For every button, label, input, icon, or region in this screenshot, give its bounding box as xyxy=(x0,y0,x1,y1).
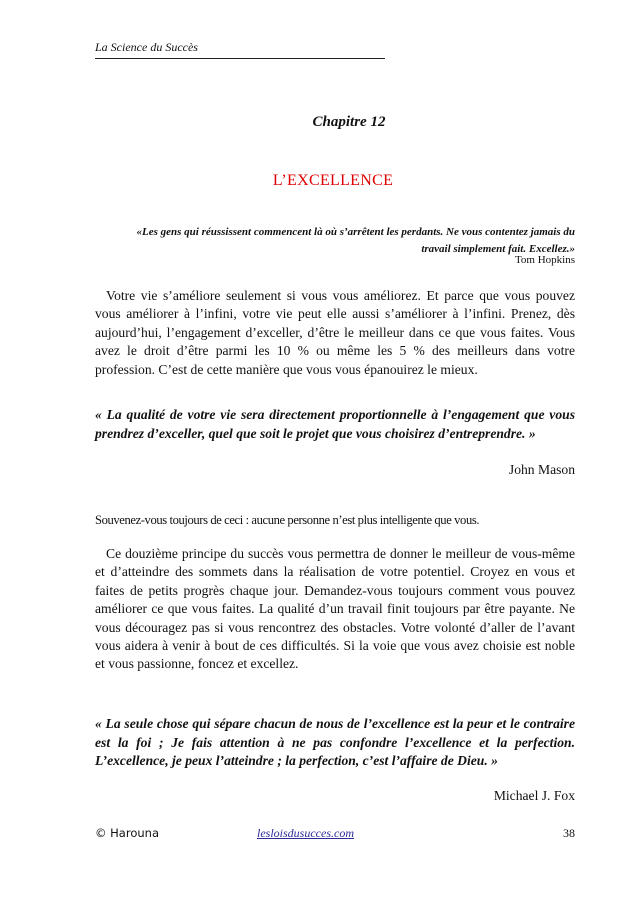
body-paragraph-2: Ce douzième principe du succès vous permettra de donner le meilleur de vous-même et d’atteindre des sommets dans la réalisation de votre potentiel. Croyez en vous et faites de petits progrès chaque jour. Demandez-vous toujours comment vous pouvez améliorer ce que vous faites. La qualité d’un travail finit toujours par être payante. Ne vous découragez pas si vous rencontrez des obstacles. Votre volonté d’aller de l’avant vous aidera à venir à bout de ces difficultés. Si la voie que vous avez choisie est noble et vous passionne, foncez et excellez. xyxy=(95,546,575,672)
page-number: 38 xyxy=(563,826,575,840)
remember-line: Souvenez-vous toujours de ceci : aucune personne n’est plus intelligente que vous. xyxy=(95,513,480,527)
epigraph-author: Tom Hopkins xyxy=(514,254,575,266)
chapter-title: L’EXCELLENCE xyxy=(272,172,394,189)
running-header xyxy=(95,28,385,59)
quote-mason-author: John Mason xyxy=(508,462,575,477)
running-title: La Science du Succès xyxy=(95,40,198,54)
quote-fox-author: Michael J. Fox xyxy=(493,788,575,803)
quote-mason: « La qualité de votre vie sera directement proportionnelle à l’engagement que vous prendrez d’exceller, quel que soit le projet que vous choisirez d’entreprendre. » xyxy=(95,407,575,441)
chapter-label-row xyxy=(0,113,638,131)
footer-copyright: © Harouna xyxy=(95,826,159,840)
footer-website-link[interactable]: lesloisdusucces.com xyxy=(257,826,354,840)
quote-fox: « La seule chose qui sépare chacun de nous de l’excellence est la peur et le contraire est la foi ; Je fais attention à ne pas confondre l’excellence et la perfection. L’excellence, je peux l’atteindre ; la perfection, c’est l’affaire de Dieu. » xyxy=(95,716,575,769)
chapter-label: Chapitre 12 xyxy=(312,114,386,130)
body-paragraph-1: Votre vie s’améliore seulement si vous vous améliorez. Et parce que vous pouvez vous améliorer à l’infini, votre vie peut elle aussi s’améliorer à l’infini. Prenez, dès aujourd’hui, l’engagement d’exceller, d’être le meilleur dans ce que vous faites. Vous avez le droit d’être parmi les 10 % ou même les 5 % des meilleurs dans votre profession. C’est de cette manière que vous vous épanouirez le mieux. xyxy=(95,288,575,377)
chapter-title-row xyxy=(0,172,638,190)
epigraph-quote: «Les gens qui réussissent commencent là où s’arrêtent les perdants. Ne vous contentez jamais du travail simplement fait. Excellez.» xyxy=(136,226,575,255)
